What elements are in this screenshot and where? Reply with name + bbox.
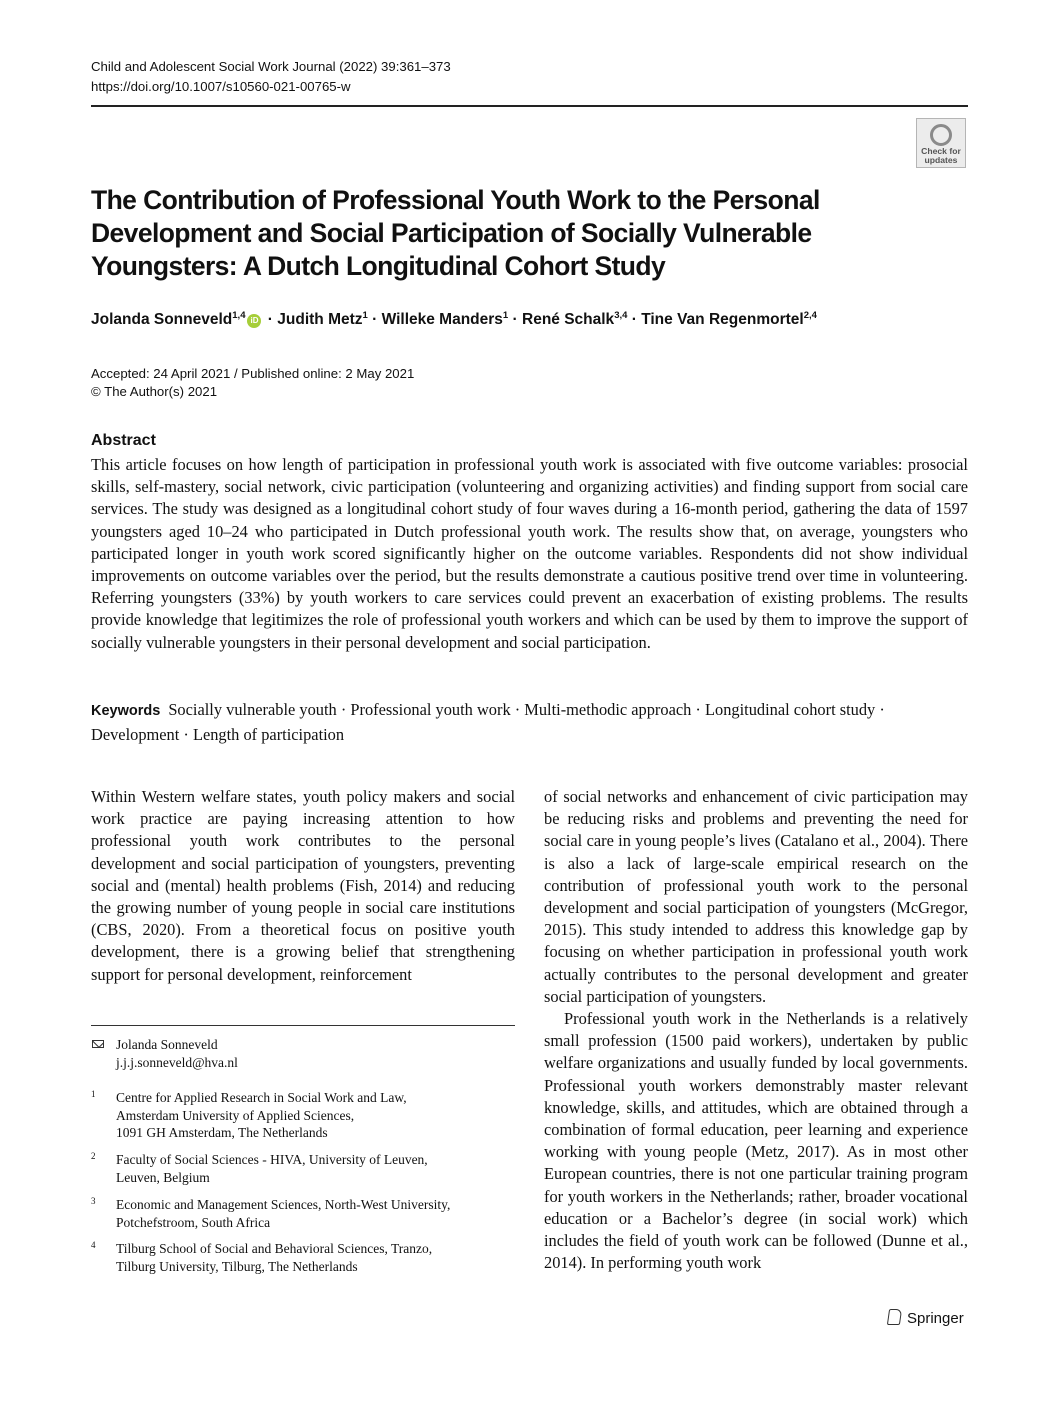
author-name[interactable]: Tine Van Regenmortel — [641, 311, 804, 329]
affiliation-number: 4 — [91, 1240, 96, 1250]
check-for-updates-badge[interactable]: Check for updates — [916, 118, 966, 168]
envelope-icon — [92, 1040, 104, 1048]
body-paragraph: Within Western welfare states, youth policy makers and social work practice are paying increasing attention to how professional youth work contributes to the personal development and social participation of youngsters, preventing social and (mental) health problems (Fish, 2014) and reducing the growing number of young people in social care institutions (CBS, 2020). From a theoretical focus on positive youth development, there is a growing belief that strengthening support for personal development, reinforcement — [91, 787, 515, 984]
journal-header — [91, 57, 451, 97]
orcid-icon[interactable]: iD — [247, 314, 261, 328]
author-separator: · — [508, 311, 522, 329]
affiliation-footnote: 1 Centre for Applied Research in Social Work and Law, Amsterdam University of Applied Sciences, 1091 GH Amsterdam, The Netherlands — [91, 1089, 515, 1143]
header-rule — [91, 105, 968, 107]
citation-link[interactable]: 2017 — [796, 1142, 830, 1162]
affiliation-number: 2 — [91, 1151, 96, 1161]
author-separator: · — [627, 311, 642, 329]
corresponding-author — [91, 1036, 515, 1072]
author-name[interactable]: René Schalk — [522, 311, 615, 329]
author-separator: · — [367, 311, 382, 329]
citation-link[interactable]: 2020 — [142, 920, 176, 940]
keywords-list: Socially vulnerable youth · Professional youth work · Multi-methodic approach · Longitudinal cohort study · Development · Length of participation — [91, 700, 885, 744]
body-column-right — [544, 786, 968, 1274]
publication-dates — [91, 365, 414, 401]
doi-link[interactable]: https://doi.org/10.1007/s10560-021-00765-w — [91, 79, 351, 94]
citation-link[interactable]: 2015 — [544, 920, 577, 940]
body-paragraph: Professional youth work in the Netherlands is a relatively small profession (1500 paid workers), undertaken by public welfare organizations and usually funded by local governments. Professional youth workers demonstrably master relevant knowledge, skills, and attitudes, which are obtained through a combination of formal education, peer learning and experience working with young people (Metz, 2017). As in most other European countries, there is not one particular training program for youth workers in the Netherlands; rather, broader vocational education or a Bachelor’s degree (in social work) which includes the field of youth work can be followed (Dunne et al., 2014). In performing youth work — [544, 1009, 968, 1273]
author-list — [91, 310, 817, 329]
abstract-heading: Abstract — [91, 432, 156, 449]
publisher-name: Springer — [907, 1310, 964, 1327]
affiliation-number: 3 — [91, 1196, 96, 1206]
author-affiliation: 1 — [362, 310, 368, 321]
check-for-updates-icon — [930, 124, 952, 146]
contact-name: Jolanda Sonneveld — [116, 1037, 218, 1052]
abstract-text: This article focuses on how length of participation in professional youth work is associated with five outcome variables: prosocial skills, self-mastery, social network, civic participation (volunteering and organizing activities) and finding support from social care services. The study was designed as a longitudinal cohort study of four waves during a 16-month period, gathering the data of 1597 youngsters aged 10–24 who participated in Dutch professional youth work. The results show that, on average, youngsters who participated longer in youth work scored significantly higher on the outcome variables. Respondents did not show individual improvements on outcome variables over the period, but the results demonstrate a cautious positive trend over time in volunteering. Referring youngsters (33%) by youth workers to care services could prevent an exacerbation of existing problems. The results provide knowledge that legitimizes the role of professional youth workers and which can be used by them to improve the support of socially vulnerable youngsters in their personal development and social participation. — [91, 455, 968, 652]
copyright-notice: © The Author(s) 2021 — [91, 384, 218, 399]
journal-citation: Child and Adolescent Social Work Journal (2022) 39:361–373 — [91, 59, 451, 74]
author-name[interactable]: Jolanda Sonneveld — [91, 311, 233, 329]
affiliation-footnote: 3 Economic and Management Sciences, North-West University, Potchefstroom, South Africa — [91, 1196, 515, 1232]
author-name[interactable]: Judith Metz — [277, 311, 363, 329]
author-affiliation: 1,4 — [232, 310, 246, 321]
keywords-label: Keywords — [91, 703, 161, 719]
author-separator: · — [263, 311, 278, 329]
accepted-published-date: Accepted: 24 April 2021 / Published online: 2 May 2021 — [91, 366, 415, 381]
citation-link[interactable]: 2014 — [383, 875, 417, 895]
keywords — [91, 698, 968, 746]
citation-link[interactable]: 2004 — [883, 831, 917, 851]
citation-link[interactable]: 2014 — [544, 1253, 577, 1273]
body-paragraph: of social networks and enhancement of civic participation may be reducing risks and problems and preventing the need for social care in young people’s lives (Catalano et al., 2004). There is also a lack of large-scale empirical research on the contribution of professional youth work to the personal development and social participation of youngsters (McGregor, 2015). This study intended to address this knowledge gap by focusing on whether participation in professional youth work actually contributes to the personal development and greater social participation of youngsters. — [544, 787, 968, 1006]
publisher-logo — [888, 1309, 964, 1327]
affiliation-footnote: 2 Faculty of Social Sciences - HIVA, University of Leuven, Leuven, Belgium — [91, 1151, 515, 1187]
springer-horse-icon — [887, 1309, 902, 1325]
author-affiliation: 1 — [502, 310, 509, 321]
author-affiliation: 2,4 — [803, 310, 817, 321]
author-affiliation: 3,4 — [614, 310, 628, 321]
body-column-left — [91, 786, 515, 986]
article-title: The Contribution of Professional Youth Work to the Personal Development and Social Participation of Socially Vulnerable Youngsters: A Dutch Longitudinal Cohort Study — [91, 185, 820, 281]
contact-email[interactable]: j.j.j.sonneveld@hva.nl — [116, 1054, 238, 1070]
footnote-rule — [91, 1025, 515, 1026]
author-name[interactable]: Willeke Manders — [381, 311, 503, 329]
affiliation-footnote: 4 Tilburg School of Social and Behavioral Sciences, Tranzo, Tilburg University, Tilburg, The Netherlands — [91, 1240, 515, 1276]
affiliation-number: 1 — [91, 1089, 96, 1099]
